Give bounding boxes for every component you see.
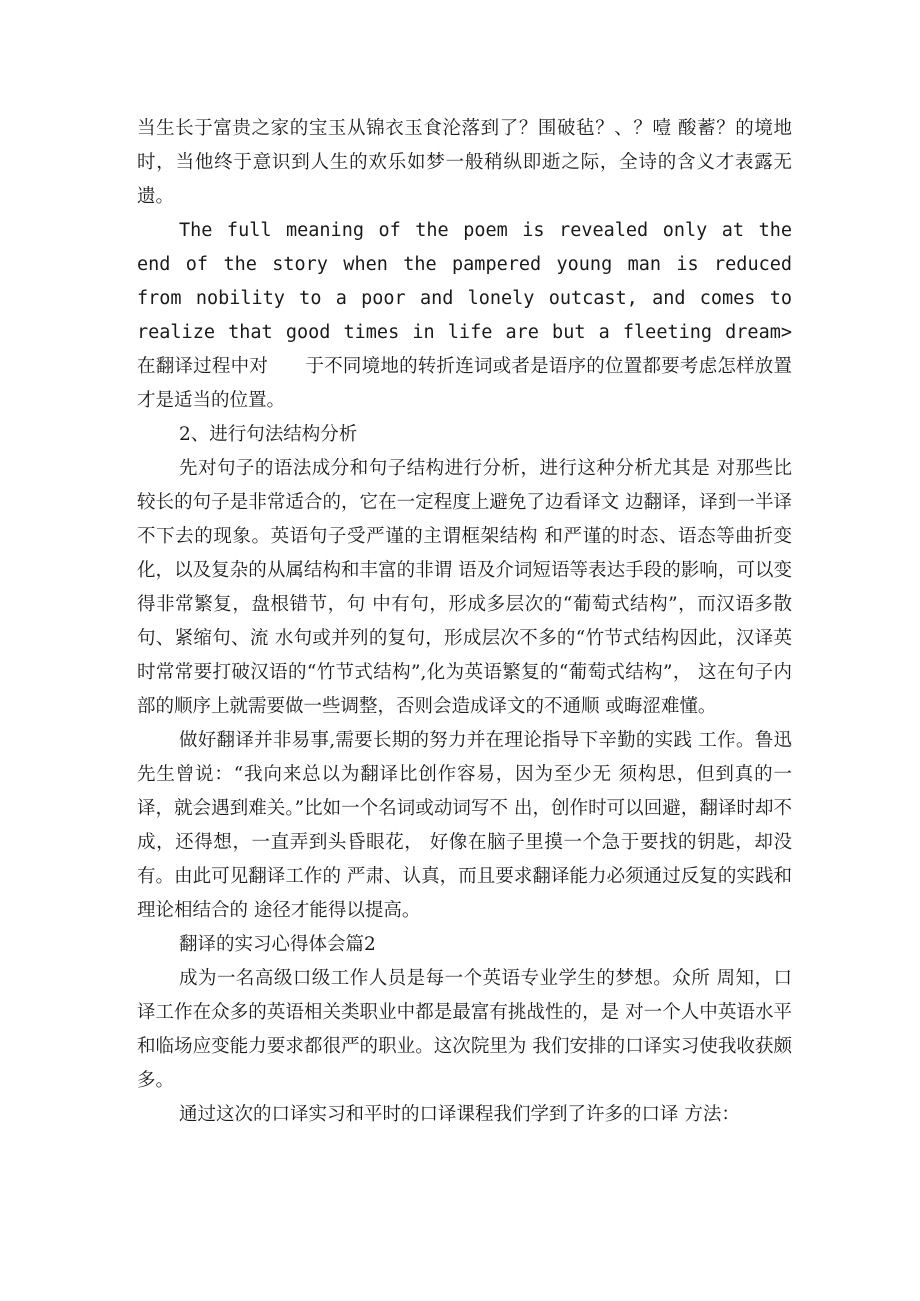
paragraph-syntax-analysis: 先对句子的语法成分和句子结构进行分析，进行这种分析尤其是 对那些比较长的句子是非常适合的，它在一定程度上避免了边看译文 边翻译，译到一半译不下去的现象。英语句子受严谨的主谓框架结构 和严谨的时态、语态等曲折变化，以及复杂的从属结构和丰富的非谓 语及介词短语等表达手段的影响，可以变得非常繁复，盘根错节，句 中有句，形成多层次的“葡萄式结构”，而汉语多散句、紧缩句、流 水句或并列的复句，形成层次不多的“竹节式结构因此，汉译英 时常常要打破汉语的“竹节式结构”,化为英语繁复的“葡萄式结构”， 这在句子内部的顺序上就需要做一些调整，否则会造成译文的不通顺 或晦涩难懂。 — [137, 458, 792, 717]
paragraph-interpreter-dream: 成为一名高级口级工作人员是每一个英语专业学生的梦想。众所 周知，口译工作在众多的英语相关类职业中都是最富有挑战性的，是 对一个人中英语水平和临场应变能力要求都很严的职业。这次院里为 我们安排的口译实习使我收获颇多。 — [137, 968, 792, 1091]
document-body — [137, 112, 792, 1132]
paragraph-translation-practice: 做好翻译并非易事,需要长期的努力并在理论指导下辛勤的实践 工作。鲁迅先生曾说：“我向来总以为翻译比创作容易，因为至少无 须构思，但到真的一译，就会遇到难关。”比如一个名词或动词写不 出，创作时可以回避，翻译时却不成，还得想，一直弄到头昏眼花， 好像在脑子里摸一个急于要找的钥匙，却没有。由此可见翻译工作的 严肃、认真，而且要求翻译能力必须通过反复的实践和理论相结合的 途径才能得以提高。 — [137, 730, 792, 921]
paragraph-intro: 当生长于富贵之家的宝玉从锦衣玉食沦落到了？围破毡？、？噎 酸蓄？的境地时，当他终于意识到人生的欢乐如梦一般稍纵即逝之际，全诗的含义才表露无遗。 — [137, 118, 792, 207]
section-heading-part-2: 翻译的实习心得体会篇2 — [179, 934, 376, 955]
paragraph-interpreting-methods: 通过这次的口译实习和平时的口译课程我们学到了许多的口译 方法： — [179, 1104, 740, 1125]
section-heading-syntax-analysis: 2、进行句法结构分析 — [179, 424, 358, 445]
paragraph-english-translation: The full meaning of the poem is revealed only at the end of the story when the pampered young man is reduced from nobility to a poor and lonely outcast, and comes to realize that good times in life are but a fleeting dream> 在翻译过程中对 于不同境地的转折连词或者是语序的位置都要考虑怎样放置才是适当的位置。 — [137, 220, 792, 411]
